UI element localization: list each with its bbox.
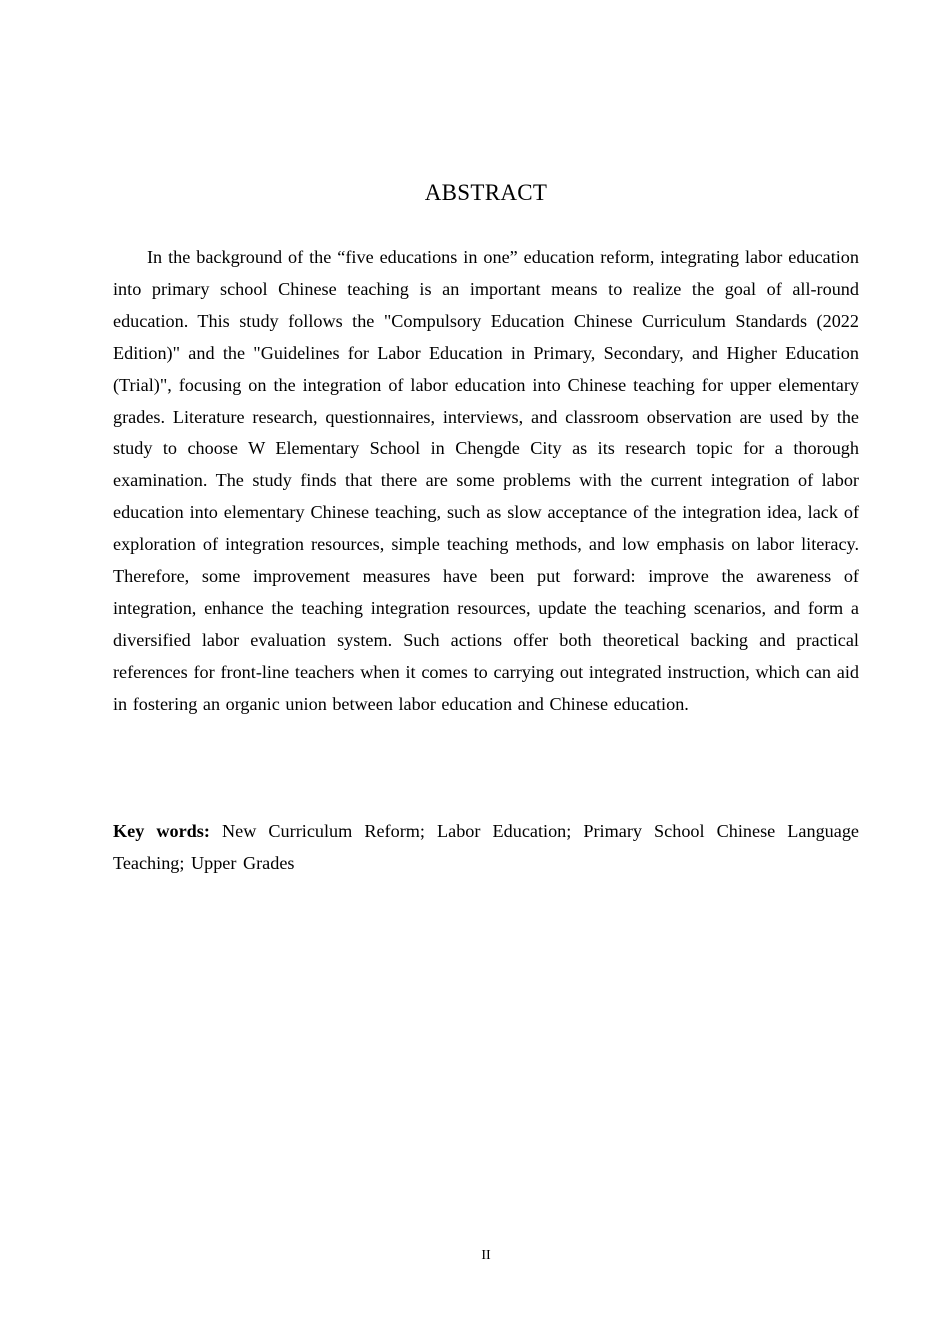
keywords-text: New Curriculum Reform; Labor Education; Primary School Chinese Language Teaching; Upper Grades [113,821,859,873]
abstract-body: In the background of the “five educations in one” education reform, integrating labor education into primary school Chinese teaching is an important means to realize the goal of all-round education. This study follows the "Compulsory Education Chinese Curriculum Standards (2022 Edition)" and the "Guidelines for Labor Education in Primary, Secondary, and Higher Education (Trial)", focusing on the integration of labor education into Chinese teaching for upper elementary grades. Literature research, questionnaires, interviews, and classroom observation are used by the study to choose W Elementary School in Chengde City as its research topic for a thorough examination. The study finds that there are some problems with the current integration of labor education into elementary Chinese teaching, such as slow acceptance of the integration idea, lack of exploration of integration resources, simple teaching methods, and low emphasis on labor literacy. Therefore, some improvement measures have been put forward: improve the awareness of integration, enhance the teaching integration resources, update the teaching scenarios, and form a diversified labor evaluation system. Such actions offer both theoretical backing and practical references for front-line teachers when it comes to carrying out integrated instruction, which can aid in fostering an organic union between labor education and Chinese education. [113,247,859,714]
page-number: II [481,1248,491,1263]
keywords-label: Key words: [113,821,210,841]
abstract-title: ABSTRACT [424,180,548,205]
keywords-paragraph [113,816,859,880]
